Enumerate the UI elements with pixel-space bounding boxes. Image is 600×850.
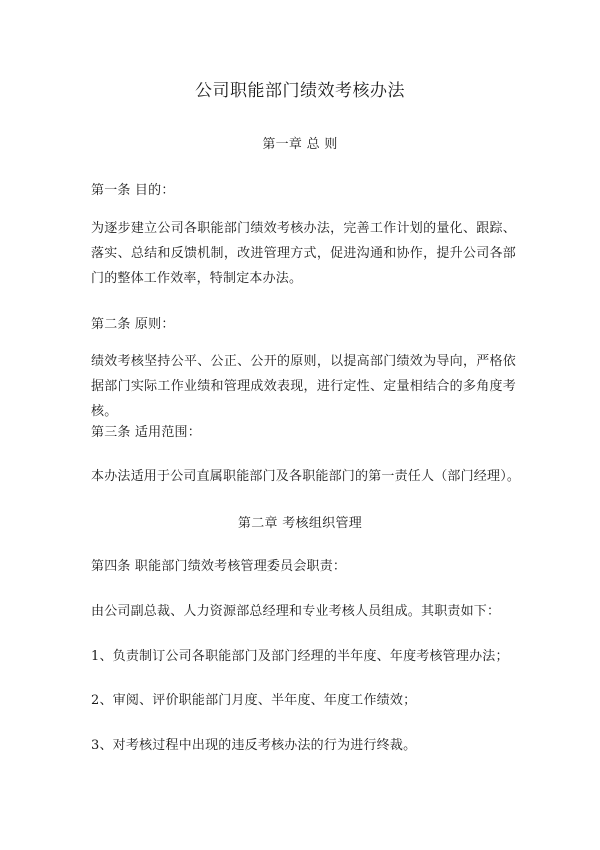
article-4-intro: 由公司副总裁、人力资源部总经理和专业考核人员组成。其职责如下： xyxy=(91,604,501,619)
document-title: 公司职能部门绩效考核办法 xyxy=(195,81,405,101)
article-4-heading: 第四条 职能部门绩效考核管理委员会职责： xyxy=(91,559,347,574)
article-3-body: 本办法适用于公司直属职能部门及各职能部门的第一责任人（部门经理）。 xyxy=(91,469,521,484)
duty-item-3: 3、对考核过程中出现的违反考核办法的行为进行终裁。 xyxy=(91,738,417,753)
article-2-heading: 第二条 原则： xyxy=(91,317,175,332)
article-1-heading: 第一条 目的： xyxy=(91,183,175,198)
article-1-body: 为逐步建立公司各职能部门绩效考核办法，完善工作计划的量化、跟踪、落实、总结和反馈机制，改进管理方式，促进沟通和协作，提升公司各部门的整体工作效率，特制定本办法。 xyxy=(91,221,516,286)
duty-item-1: 1、负责制订公司各职能部门及部门经理的半年度、年度考核管理办法； xyxy=(91,649,509,664)
chapter-1-heading: 第一章 总 则 xyxy=(262,137,338,152)
article-3-heading: 第三条 适用范围： xyxy=(91,425,201,440)
article-2-body: 绩效考核坚持公平、公正、公开的原则，以提高部门绩效为导向，严格依据部门实际工作业绩和管理成效表现，进行定性、定量相结合的多角度考核。 xyxy=(91,354,516,419)
duty-item-2: 2、审阅、评价职能部门月度、半年度、年度工作绩效； xyxy=(91,693,417,708)
chapter-2-heading: 第二章 考核组织管理 xyxy=(237,516,363,531)
